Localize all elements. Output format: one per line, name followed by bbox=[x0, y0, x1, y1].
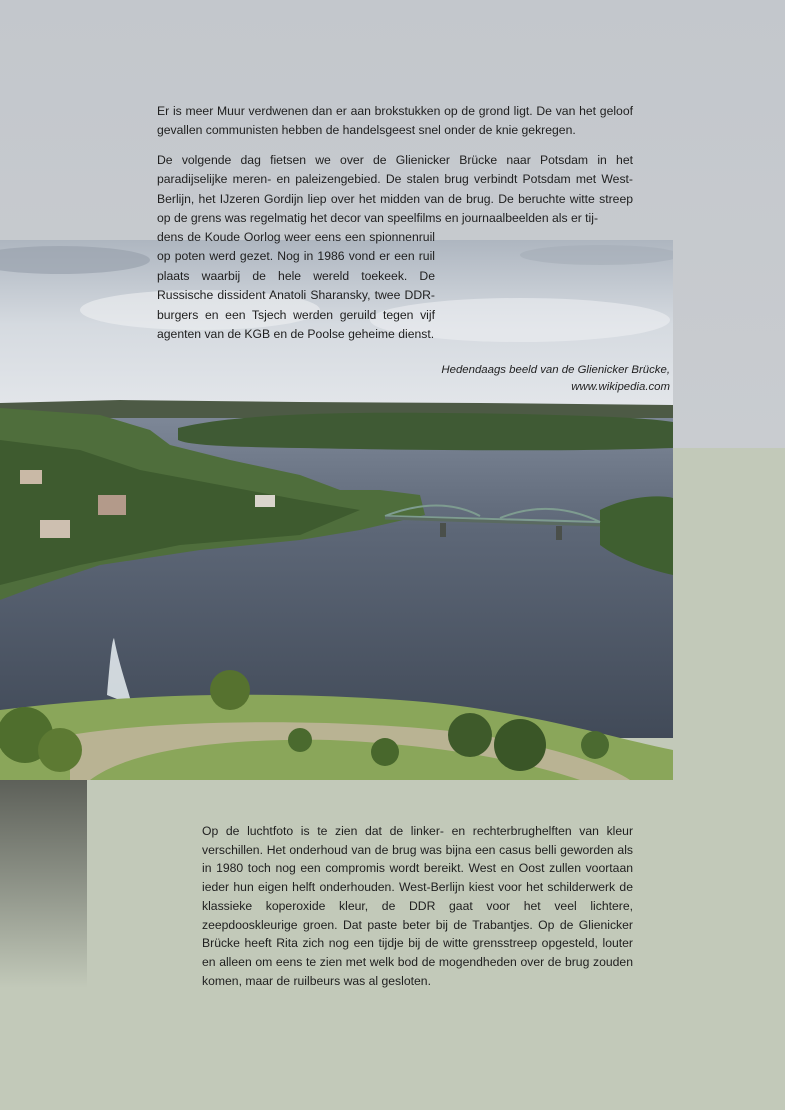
caption-title: Hedendaags beeld van de Glienicker Brücke, bbox=[441, 364, 670, 376]
photo-caption bbox=[370, 362, 670, 396]
intro-paragraph: Er is meer Muur verdwenen dan er aan brokstukken op de grond ligt. De van het geloof gevallen communisten hebben de handelsgeest snel onder de knie gekregen. bbox=[157, 104, 633, 138]
left-shadow-block bbox=[0, 778, 87, 988]
aerial-paragraph: Op de luchtfoto is te zien dat de linker- en rechterbrughelften van kleur verschillen. Het onderhoud van de brug was bijna een casus belli geworden als in 1980 toch nog een compromis wordt bereikt. West en Oost zullen voortaan ieder hun eigen helft onderhouden. West-Berlijn kiest voor het schilderwerk de klassieke koperoxide kleur, de DDR gaat voor het veel lichtere, zeepdooskleurige groen. Dat paste beter bij de Trabantjes. Op de Glienicker Brücke heeft Rita zich nog een tijdje bij de witte grensstreep opgesteld, louter en alleen om eens te zien met welk bod de mogendheden over de brug zouden komen, maar de ruilbeurs was al gesloten. bbox=[202, 824, 633, 988]
bridge-paragraph-part1: De volgende dag fietsen we over de Glienicker Brücke naar Potsdam in het paradijselijke meren- en paleizengebied. De stalen brug verbindt Potsdam met West-Berlijn, het IJzeren Gordijn liep over het midden van de brug. De beruchte witte streep op de grens was regelmatig het decor van speelfilms en journaalbeelden als er tij- bbox=[157, 153, 633, 226]
bridge-paragraph-part2: dens de Koude Oorlog weer eens een spionnenruil op poten werd gezet. Nog in 1986 vond er een ruil plaats waarbij de hele wereld toekeek. De Russische dissident Anatoli Sharansky, twee DDR-burgers en een Tsjech werden geruild tegen vijf agenten van de KGB en de Poolse geheime dienst. bbox=[157, 230, 435, 342]
green-side-strip bbox=[673, 448, 785, 788]
caption-source: www.wikipedia.com bbox=[571, 381, 670, 393]
